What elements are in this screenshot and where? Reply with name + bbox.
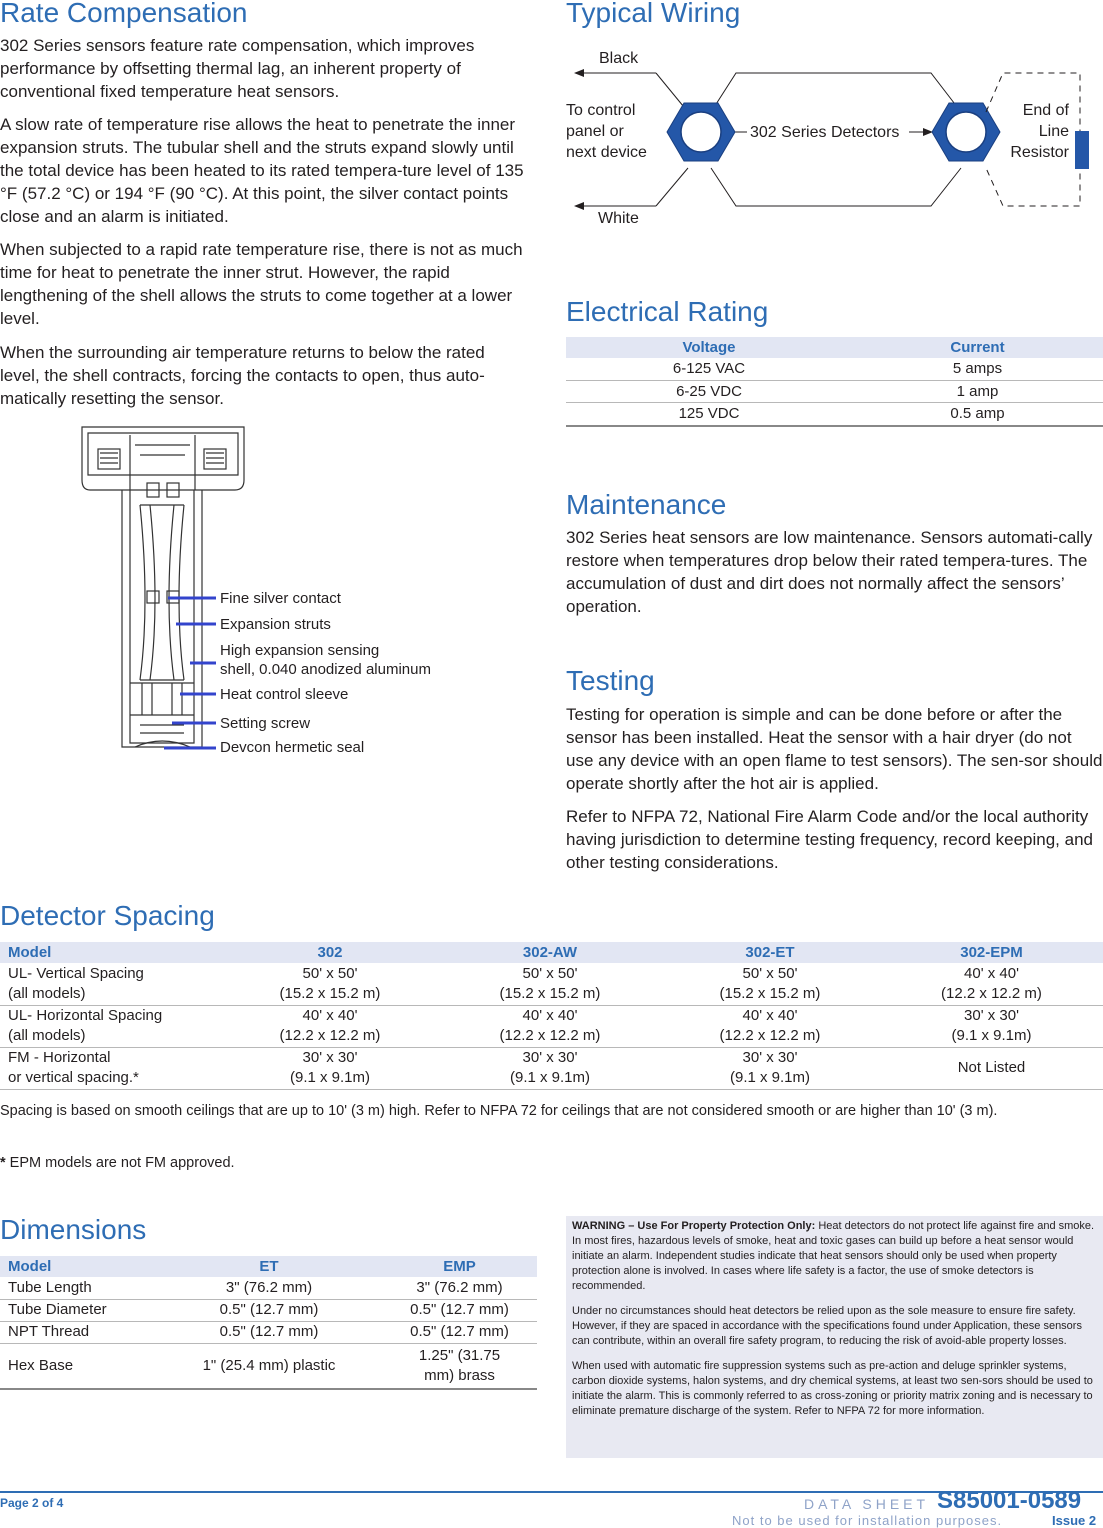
- table-row: [0, 1005, 1103, 1047]
- cell: 3" (76.2 mm): [382, 1277, 537, 1299]
- wire-white-label: White: [598, 210, 639, 227]
- label-heat-control-sleeve: Heat control sleeve: [220, 686, 349, 703]
- col-emp: EMP: [382, 1256, 537, 1277]
- cell: Not Listed: [880, 1047, 1103, 1089]
- table-row: [0, 1047, 1103, 1089]
- col-302: 302: [220, 942, 440, 963]
- row-label: Hex Base: [0, 1343, 156, 1389]
- row-label: FM - Horizontal or vertical spacing.*: [0, 1047, 220, 1089]
- dimensions-table: [0, 1256, 537, 1390]
- cell: 30' x 30' (9.1 x 9.1m): [880, 1005, 1103, 1047]
- cell: 50' x 50' (15.2 x 15.2 m): [440, 963, 660, 1005]
- wiring-title: Typical Wiring: [566, 0, 741, 28]
- detectors-label: 302 Series Detectors: [750, 124, 900, 141]
- col-302-aw: 302-AW: [440, 942, 660, 963]
- voltage-cell: 6-25 VDC: [566, 380, 852, 402]
- table-row: [0, 963, 1103, 1005]
- cell: 40' x 40' (12.2 x 12.2 m): [880, 963, 1103, 1005]
- rate-para-4: When the surrounding air temperature returns to below the rated level, the shell contracts, forcing the contacts to open, thus auto-matically resetting the sensor.: [0, 343, 485, 408]
- col-model: Model: [0, 942, 220, 963]
- rate-para-2: A slow rate of temperature rise allows the heat to penetrate the inner expansion struts. The tubular shell and the struts expand slowly until the total device has been heated to its rated tempera-ture level of 135 °F (57.2 °C) or 194 °F (90 °C). At this point, the silver contact points close and an alarm is initiated.: [0, 115, 524, 226]
- cell: 30' x 30' (9.1 x 9.1m): [440, 1047, 660, 1089]
- label-expansion-struts: Expansion struts: [220, 616, 331, 633]
- row-label: Tube Diameter: [0, 1299, 156, 1321]
- col-current: Current: [852, 337, 1103, 358]
- dimensions-header-row: [0, 1256, 537, 1277]
- issue-label: Issue 2: [1052, 1513, 1097, 1528]
- label-devcon-seal: Devcon hermetic seal: [220, 739, 365, 756]
- control-panel-label: To control panel or next device: [566, 102, 647, 161]
- maintenance-para: 302 Series heat sensors are low maintenance. Sensors automati-cally restore when temperatures drop below their rated tempera-tures. The accumulation of dust and dirt does not normally affect the sensors’ operation.: [566, 528, 1093, 616]
- col-302-epm: 302-EPM: [880, 942, 1103, 963]
- spacing-table: [0, 942, 1103, 1090]
- warning-para-2: Under no circumstances should heat detectors be relied upon as the sole measure to ensure fire safety. However, if they are spaced in accordance with the specifications found under Application, these sensors can contribute, within an overall fire safety program, to reducing the risk of avoid-able property losses.: [572, 1305, 1082, 1347]
- label-setting-screw: Setting screw: [220, 715, 311, 732]
- electrical-title: Electrical Rating: [566, 296, 769, 327]
- rate-para-1: 302 Series sensors feature rate compensation, which improves performance by offsetting thermal lag, an inherent property of conventional fixed temperature heat sensors.: [0, 36, 475, 101]
- end-of-line-resistor-label: End of Line Resistor: [1010, 102, 1069, 161]
- col-et: ET: [156, 1256, 382, 1277]
- cell: 30' x 30' (9.1 x 9.1m): [660, 1047, 880, 1089]
- cell: 50' x 50' (15.2 x 15.2 m): [660, 963, 880, 1005]
- cell: 0.5" (12.7 mm): [382, 1299, 537, 1321]
- spacing-footnote: * EPM models are not FM approved.: [0, 1155, 235, 1171]
- wiring-diagram: [566, 40, 1103, 230]
- cell: 30' x 30' (9.1 x 9.1m): [220, 1047, 440, 1089]
- current-cell: 0.5 amp: [852, 402, 1103, 426]
- cell: 50' x 50' (15.2 x 15.2 m): [220, 963, 440, 1005]
- table-row: [0, 1277, 537, 1299]
- testing-para-1: Testing for operation is simple and can be done before or after the sensor has been installed. Heat the sensor with a hair dryer (do not use any device with an open flame to test sensors). The sen-sor should operate shortly after the hot air is applied.: [566, 705, 1103, 793]
- dimensions-title: Dimensions: [0, 1214, 147, 1245]
- label-sensing-shell-1: High expansion sensing: [220, 642, 380, 659]
- not-for-installation: Not to be used for installation purposes.: [732, 1513, 1003, 1528]
- col-302-et: 302-ET: [660, 942, 880, 963]
- page-number: Page 2 of 4: [0, 1496, 64, 1510]
- cell: 3" (76.2 mm): [156, 1277, 382, 1299]
- cell: 0.5" (12.7 mm): [156, 1321, 382, 1343]
- rate-para-3: When subjected to a rapid rate temperature rise, there is not as much time for heat to penetrate the inner strut. However, the rapid lengthening of the shell allows the struts to come together at a lower level.: [0, 240, 523, 328]
- electrical-header-row: [566, 337, 1103, 358]
- table-row: [0, 1321, 537, 1343]
- wire-black-label: Black: [599, 50, 639, 67]
- spacing-title: Detector Spacing: [0, 900, 215, 931]
- spacing-note: Spacing is based on smooth ceilings that are up to 10' (3 m) high. Refer to NFPA 72 for ceilings that are not considered smooth or are higher than 10' (3 m).: [0, 1103, 998, 1119]
- voltage-cell: 125 VDC: [566, 402, 852, 426]
- row-label: NPT Thread: [0, 1321, 156, 1343]
- document-number: S85001-0589: [937, 1487, 1082, 1514]
- cell: 1.25" (31.75 mm) brass: [382, 1343, 537, 1389]
- current-cell: 5 amps: [852, 358, 1103, 380]
- voltage-cell: 6-125 VAC: [566, 358, 852, 380]
- cell: 40' x 40' (12.2 x 12.2 m): [660, 1005, 880, 1047]
- cell: 40' x 40' (12.2 x 12.2 m): [220, 1005, 440, 1047]
- label-fine-silver-contact: Fine silver contact: [220, 590, 341, 607]
- testing-title: Testing: [566, 665, 655, 696]
- cell: 1" (25.4 mm) plastic: [156, 1343, 382, 1389]
- col-model: Model: [0, 1256, 156, 1277]
- current-cell: 1 amp: [852, 380, 1103, 402]
- row-label: UL- Vertical Spacing (all models): [0, 963, 220, 1005]
- rate-title: Rate Compensation: [0, 0, 248, 28]
- warning-para-1: WARNING – Use For Property Protection Only: Heat detectors do not protect life against fire and smoke. In most fires, hazardous levels of smoke, heat and toxic gases can build up before a heat sensor would initiate an alarm. Independent studies indicate that heat sensors should only be used when property protection alone is involved. In cases where life safety is a factor, the use of smoke detectors is recommended.: [572, 1220, 1095, 1292]
- electrical-table: [566, 337, 1103, 427]
- cell: 0.5" (12.7 mm): [382, 1321, 537, 1343]
- label-sensing-shell-2: shell, 0.040 anodized aluminum: [220, 661, 431, 678]
- table-row: [0, 1299, 537, 1321]
- warning-box: [566, 1216, 1103, 1458]
- table-row: [566, 402, 1103, 426]
- table-row: [566, 380, 1103, 402]
- data-sheet-label: DATA SHEET: [804, 1496, 930, 1512]
- warning-para-3: When used with automatic fire suppression systems such as pre-action and deluge sprinkler systems, carbon dioxide systems, halon systems, and dry chemical systems, at least two sen-sors should be used to initiate the alarm. This is commonly referred to as cross-zoning or priority matrix zoning and is necessary to eliminate premature discharge of the system. Refer to NFPA 72 for more information.: [572, 1360, 1093, 1417]
- maintenance-title: Maintenance: [566, 489, 727, 520]
- row-label: Tube Length: [0, 1277, 156, 1299]
- table-row: [566, 358, 1103, 380]
- table-row: [0, 1343, 537, 1389]
- cell: 40' x 40' (12.2 x 12.2 m): [440, 1005, 660, 1047]
- cell: 0.5" (12.7 mm): [156, 1299, 382, 1321]
- col-voltage: Voltage: [566, 337, 852, 358]
- spacing-header-row: [0, 942, 1103, 963]
- row-label: UL- Horizontal Spacing (all models): [0, 1005, 220, 1047]
- testing-para-2: Refer to NFPA 72, National Fire Alarm Code and/or the local authority having jurisdiction to determine testing frequency, record keeping, and other testing considerations.: [566, 807, 1093, 872]
